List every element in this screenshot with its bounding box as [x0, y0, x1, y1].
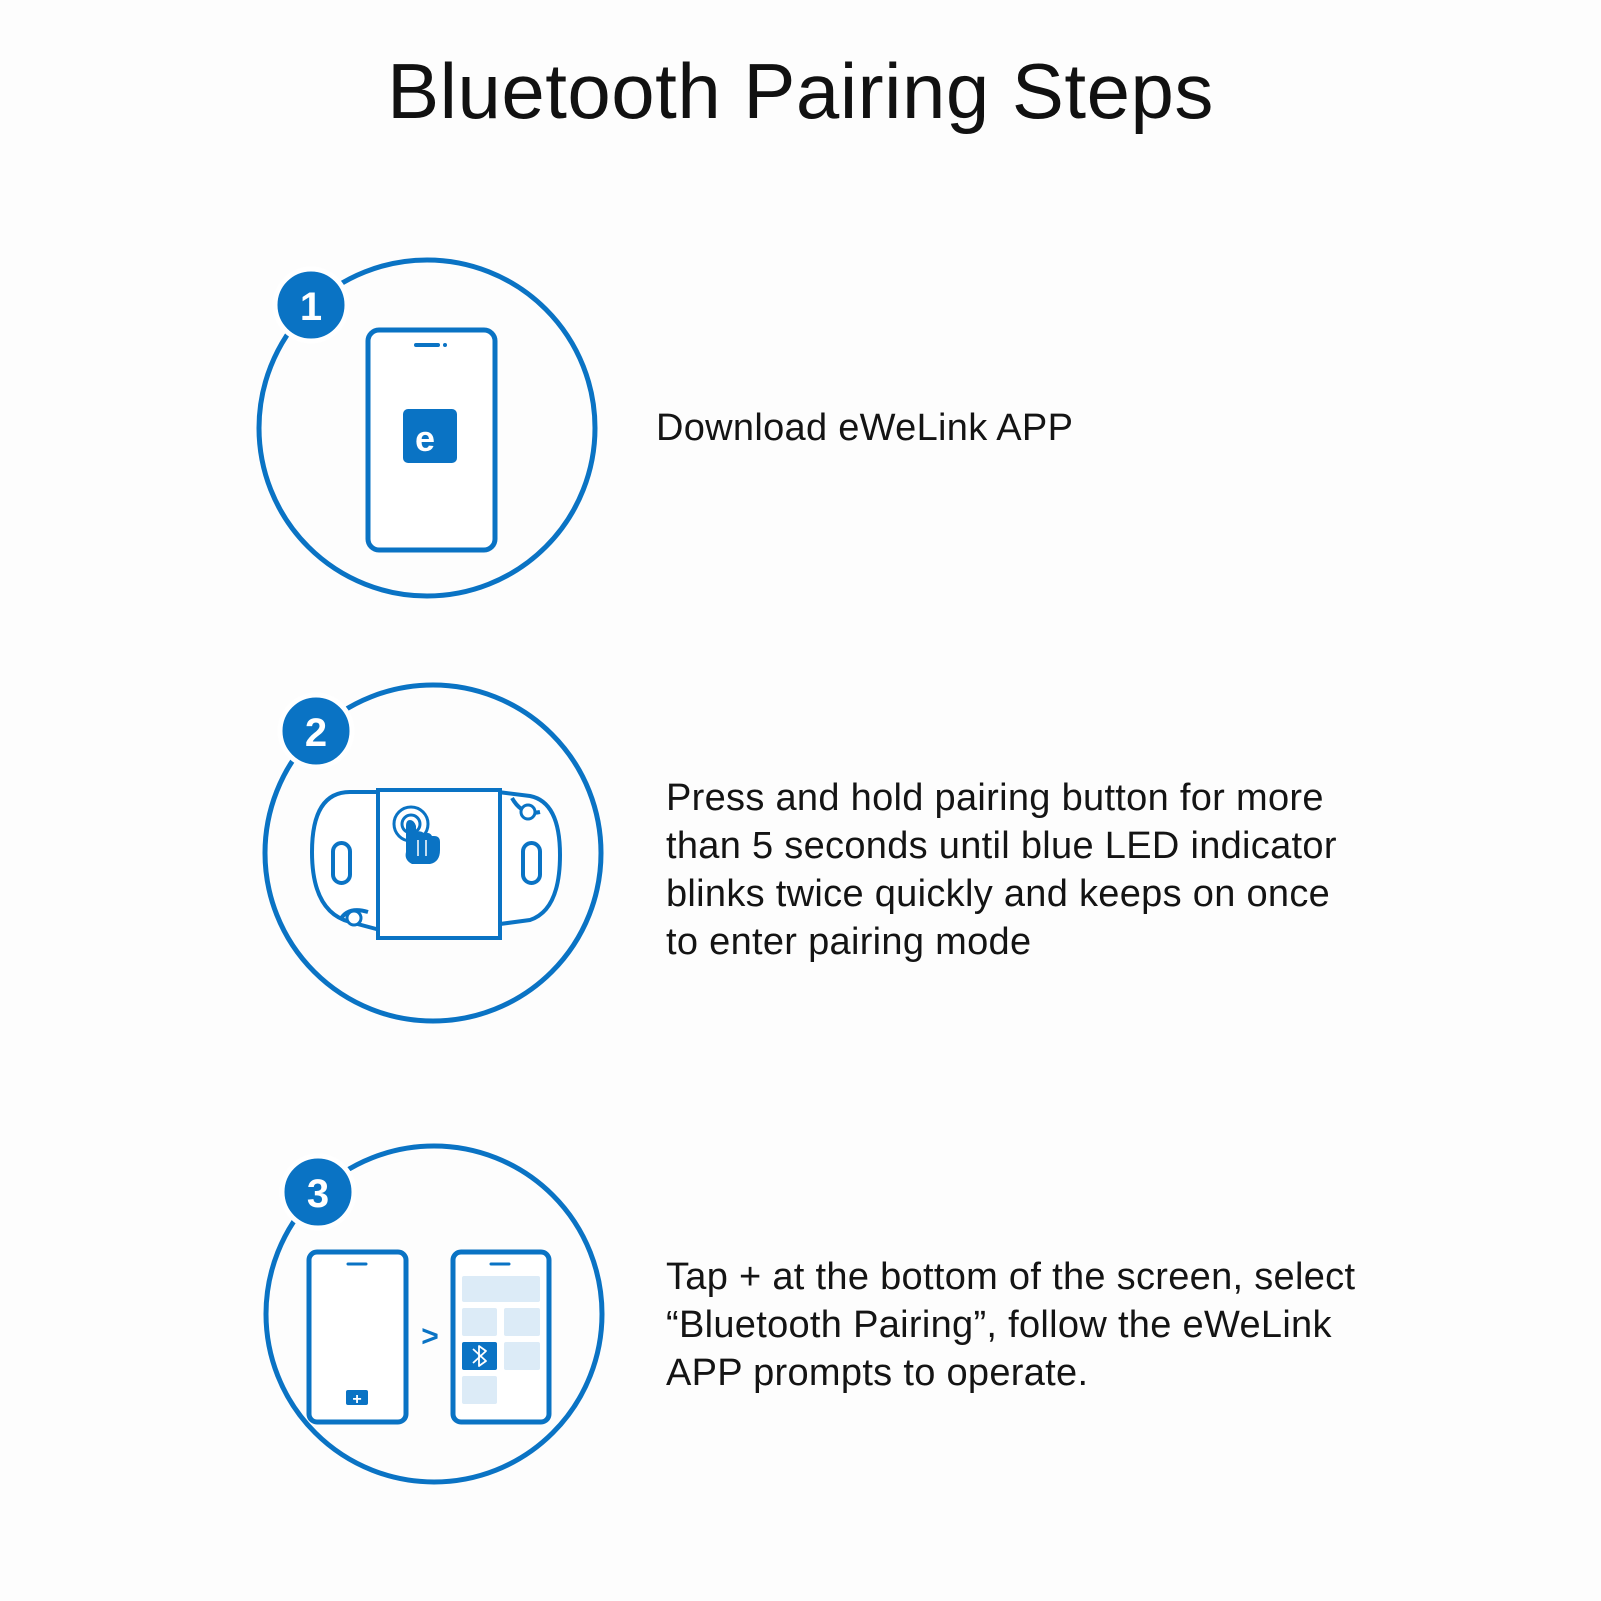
add-button-glyph: + [352, 1391, 362, 1408]
step-2-illustration [265, 685, 601, 1021]
phone-home-screen-icon [309, 1252, 406, 1422]
step-3-number: 3 [306, 1172, 330, 1216]
page-title: Bluetooth Pairing Steps [387, 47, 1214, 135]
step-1-badge [275, 269, 347, 341]
phone-add-device-screen-icon [453, 1252, 549, 1422]
step-2-text: Press and hold pairing button for more than 5 seconds until blue LED indicator blinks twice quickly and keeps on once to enter pairing mode [666, 777, 1337, 963]
step-1-illustration [259, 260, 595, 596]
step-3-illustration [266, 1146, 602, 1482]
pairing-device-icon [312, 790, 560, 938]
bluetooth-icon [462, 1342, 497, 1370]
ewelink-app-icon [403, 409, 457, 463]
step-3-text: Tap + at the bottom of the screen, select “Bluetooth Pairing”, follow the eWeLink APP prompts to operate. [666, 1256, 1356, 1394]
step-2-badge [280, 695, 352, 767]
arrow-right-icon: > [421, 1320, 439, 1353]
ewelink-app-icon-letter: e [414, 418, 436, 459]
step-1-number: 1 [299, 285, 323, 329]
step-3-badge [282, 1156, 354, 1228]
step-2-number: 2 [304, 711, 328, 755]
step-1-text: Download eWeLink APP [656, 407, 1074, 449]
